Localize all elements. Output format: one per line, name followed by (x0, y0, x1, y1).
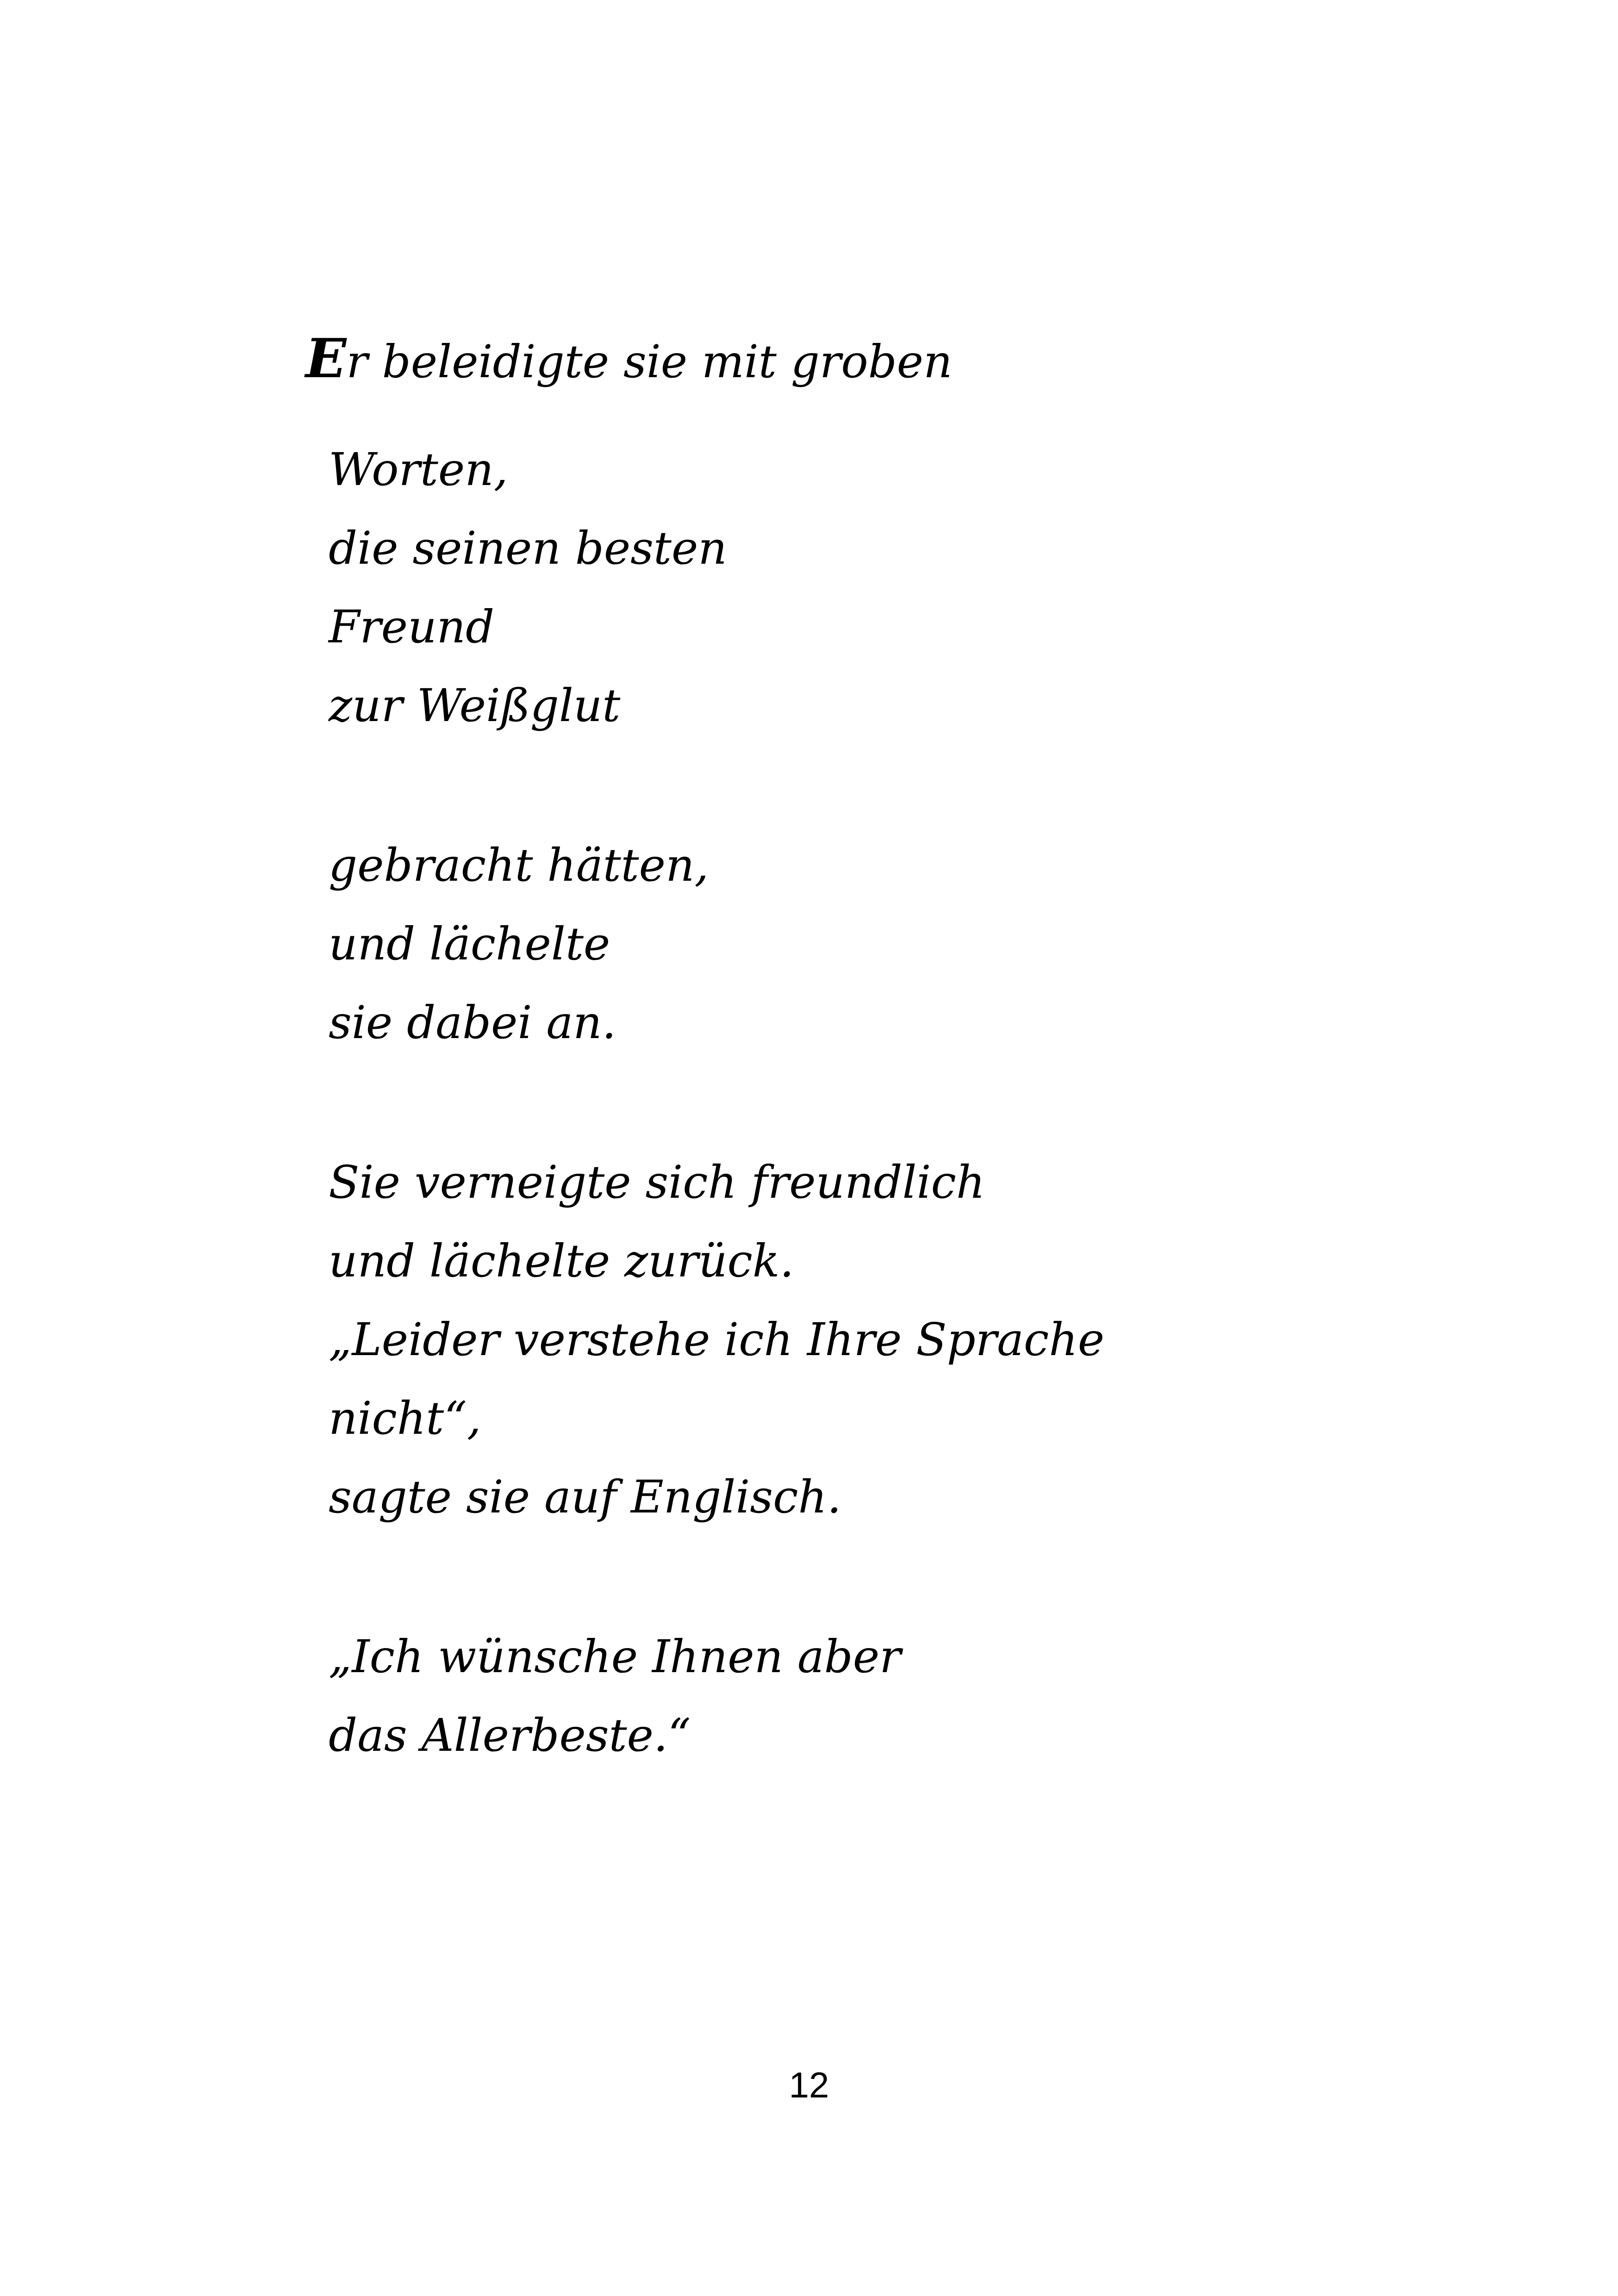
poem-line: zur Weißglut (329, 679, 621, 732)
poem-line: gebracht hätten, (329, 839, 709, 891)
poem-line: die seinen besten (329, 522, 727, 574)
poem-line: und lächelte (329, 918, 610, 970)
poem-line: „Ich wünsche Ihnen aber (329, 1630, 901, 1683)
poem-line: das Allerbeste.“ (329, 1709, 691, 1761)
poem-line: nicht“, (329, 1392, 481, 1444)
poem-first-line (305, 327, 952, 390)
poem-line: Freund (329, 601, 495, 653)
poem-line: und lächelte zurück. (329, 1235, 794, 1287)
first-line-text: r beleidigte sie mit groben (346, 336, 952, 388)
poem-line: Worten, (329, 443, 508, 496)
poem-line: sie dabei an. (329, 996, 616, 1049)
page-number: 12 (789, 2065, 829, 2105)
drop-cap: E (305, 327, 347, 390)
poem-line: sagte sie auf Englisch. (329, 1471, 841, 1523)
poem-line: „Leider verstehe ich Ihre Sprache (329, 1313, 1105, 1366)
poem-line: Sie verneigte sich freundlich (329, 1156, 985, 1208)
